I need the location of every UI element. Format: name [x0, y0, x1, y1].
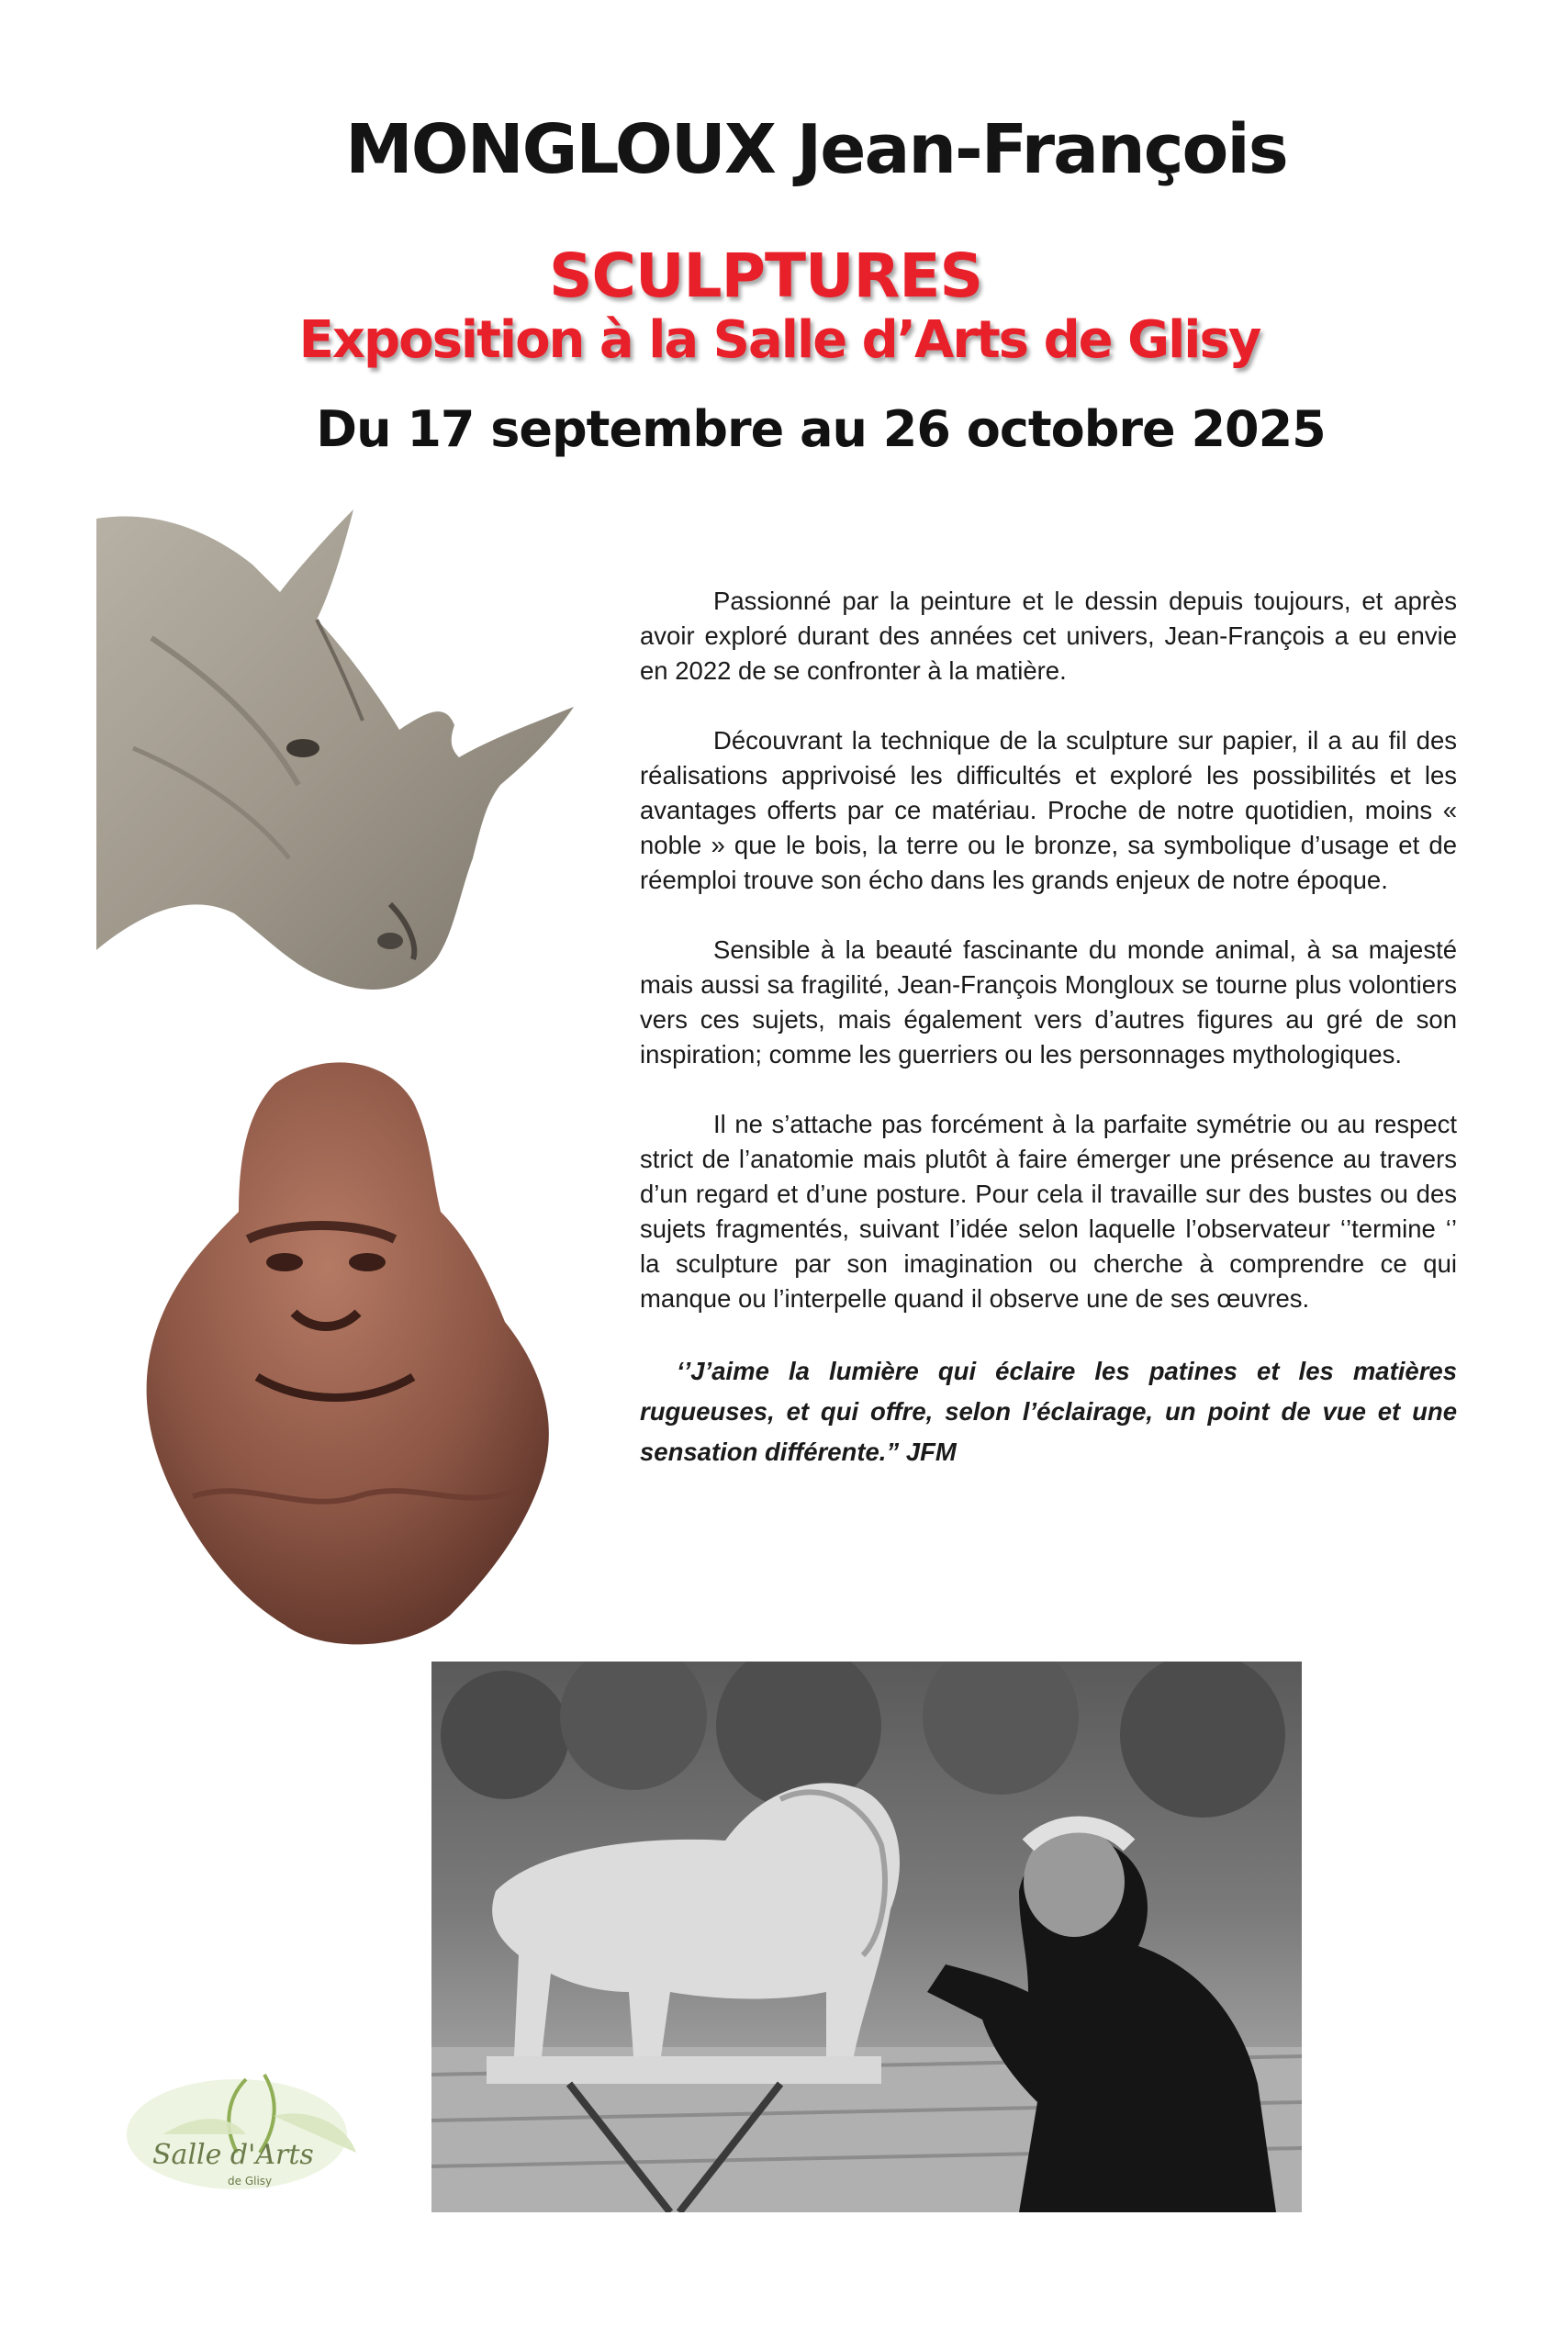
paragraph-animals: Sensible à la beauté fascinante du monde animal, à sa majesté mais aussi sa fragilité, Jean-François Mongloux se tourne plus volontiers vers ces sujets, mais également vers d’autres figures au gré de son inspiration; comme les guerriers ou les personnages mythologiques. [640, 935, 1457, 1069]
paragraph-approach: Il ne s’attache pas forcément à la parfaite symétrie ou au respect strict de l’anatomie mais plutôt à faire émerger une présence au travers d’un regard et d’une posture. Pour cela il travaille sur des bustes ou des sujets fragmentés, suivant l’idée selon laquelle l’observateur ‘’termine ‘’ la sculpture par son imagination ou cherche à comprendre ce qui manque ou l’interpelle quand il observe une de ses œuvres. [640, 1110, 1457, 1313]
exhibition-subtitle: Exposition à la Salle d’Arts de Glisy [298, 310, 1260, 370]
artist-quote: ‘’J’aime la lumière qui éclaire les patines et les matières rugueuses, et qui offre, selon l’éclairage, un point de vue et une sensation différente.” JFM [640, 1357, 1457, 1466]
description-text [640, 584, 1457, 1507]
rhino-sculpture-image [96, 509, 610, 1033]
artist-with-lion-sculpture-photo [431, 1662, 1302, 2212]
gorilla-sculpture-image [138, 1056, 560, 1652]
salle-darts-logo [127, 2061, 367, 2208]
exhibition-title: SCULPTURES [548, 241, 983, 311]
logo-subtext: de Glisy [228, 2175, 273, 2188]
logo-text: Salle d'Arts [152, 2139, 314, 2171]
paragraph-technique: Découvrant la technique de la sculpture sur papier, il a au fil des réalisations apprivoisé les difficultés et exploré les possibilités et les avantages offerts par ce matériau. Proche de notre quotidien, moins « noble » que le bois, la terre ou le bronze, sa symbolique d’usage et de réemploi trouve son écho dans les grands enjeux de notre époque. [640, 726, 1457, 894]
artist-name: MONGLOUX Jean-François [345, 110, 1287, 189]
exhibition-dates: Du 17 septembre au 26 octobre 2025 [316, 400, 1326, 458]
logo-leaf-icon [127, 2061, 367, 2208]
paragraph-intro: Passionné par la peinture et le dessin depuis toujours, et après avoir exploré durant des années cet univers, Jean-François a eu envie en 2022 de se confronter à la matière. [640, 587, 1457, 685]
